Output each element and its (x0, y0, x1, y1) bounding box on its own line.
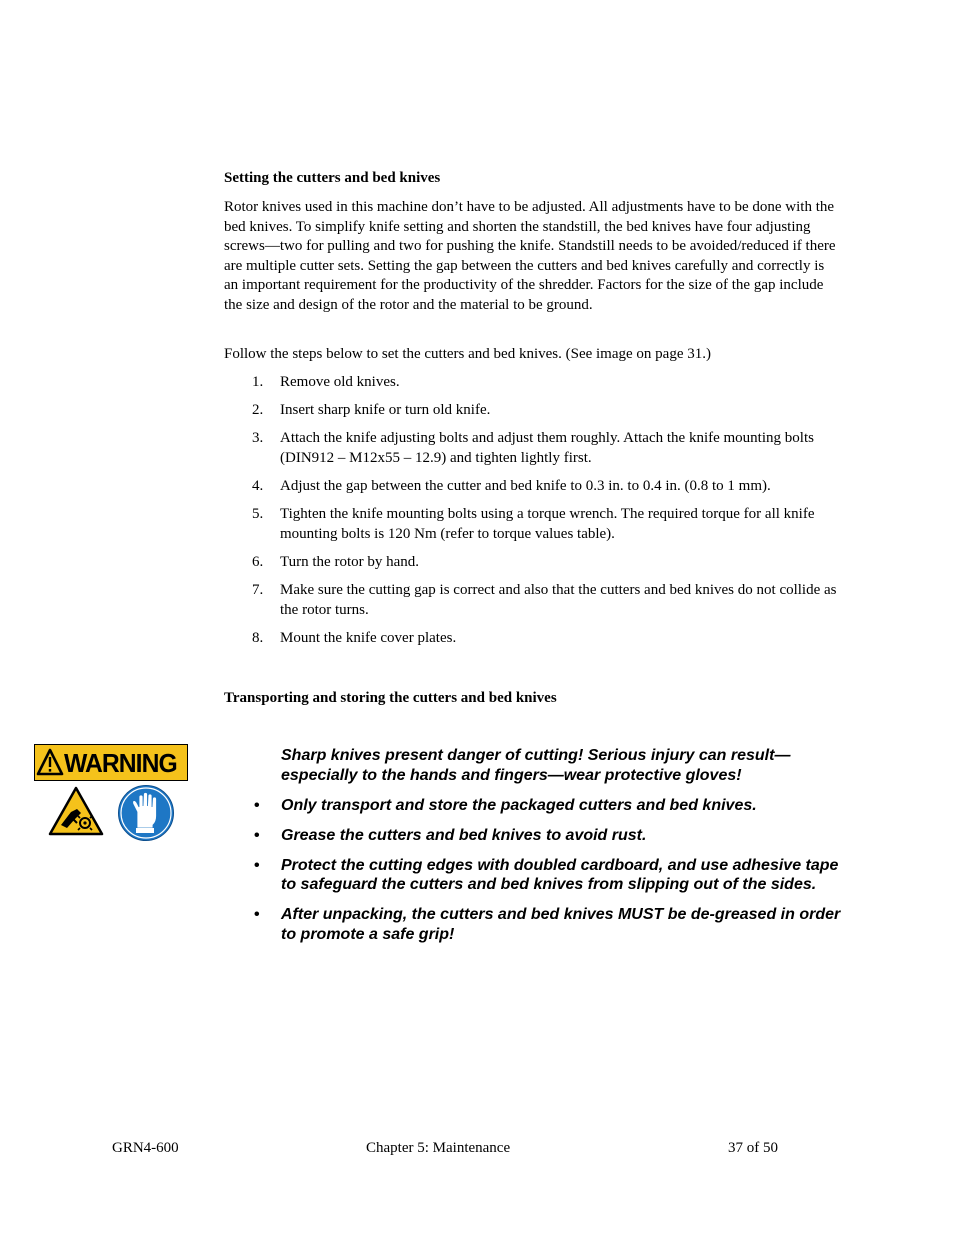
warning-bullet-text: After unpacking, the cutters and bed knives MUST be de-greased in order to promote a safe grip! (281, 906, 841, 943)
step-item (224, 553, 844, 573)
step-item (224, 373, 844, 393)
warning-label (34, 744, 188, 781)
protective-gloves-icon (117, 784, 175, 842)
warning-bullet-text: Protect the cutting edges with doubled cardboard, and use adhesive tape to safeguard the cutters and bed knives from slipping out of the sides. (281, 856, 839, 894)
step-text: Adjust the gap between the cutter and bed knife to 0.3 in. to 0.4 in. (0.8 to 1 mm). (280, 478, 771, 495)
step-text: Turn the rotor by hand. (280, 554, 420, 571)
step-item (224, 629, 844, 649)
step-text: Tighten the knife mounting bolts using a torque wrench. The required torque for all knife mounting bolts is 120 Nm (refer to torque values table). (280, 506, 815, 542)
warning-bullet-item (254, 826, 851, 846)
step-item (224, 505, 844, 544)
cutting-hazard-icon (47, 785, 105, 837)
warning-bullet-item (254, 856, 851, 895)
step-number: 5. (252, 506, 264, 523)
step-number: 4. (252, 478, 264, 495)
step-text: Make sure the cutting gap is correct and also that the cutters and bed knives do not collide as the rotor turns. (280, 582, 837, 618)
bullet-symbol: • (254, 826, 260, 844)
step-number: 7. (252, 582, 264, 599)
section-heading-transporting: Transporting and storing the cutters and bed knives (224, 690, 557, 706)
warning-bullet-text: Grease the cutters and bed knives to avoid rust. (281, 826, 647, 844)
step-item (224, 429, 844, 468)
bullet-symbol: • (254, 906, 260, 924)
step-text: Attach the knife adjusting bolts and adjust them roughly. Attach the knife mounting bolts (DIN912 – M12x55 – 12.9) and tighten lightly first. (280, 430, 814, 466)
footer-document-id: GRN4-600 (112, 1140, 179, 1156)
steps-intro: Follow the steps below to set the cutters and bed knives. (See image on page 31.) (224, 346, 711, 362)
bullet-symbol: • (254, 796, 260, 814)
step-number: 3. (252, 430, 264, 447)
footer-page-number: 37 of 50 (728, 1140, 778, 1156)
warning-lead: Sharp knives present danger of cutting! Serious injury can result—especially to the hands and fingers—wear protective gloves! (281, 747, 791, 784)
step-number: 8. (252, 630, 264, 647)
footer-chapter: Chapter 5: Maintenance (366, 1140, 511, 1156)
step-text: Insert sharp knife or turn old knife. (280, 402, 491, 419)
warning-bullet-item (254, 905, 851, 944)
warning-bullet-text: Only transport and store the packaged cutters and bed knives. (281, 796, 757, 814)
step-number: 1. (252, 374, 264, 390)
warning-block (254, 746, 851, 955)
warning-bullet-item (254, 796, 851, 816)
step-item (224, 581, 844, 620)
step-text: Remove old knives. (280, 374, 400, 390)
warning-bullets (254, 796, 851, 945)
intro-paragraph: Rotor knives used in this machine don’t have to be adjusted. All adjustments have to be done with the bed knives. To simplify knife setting and shorten the standstill, the bed knives have four adjusting screws—two for pulling and two for pushing the knife. Standstill needs to be avoided/reduced if there are multiple cutter sets. Setting the gap between the cutters and bed knives carefully and correctly is an important requirement for the productivity of the shredder. Factors for the size of the gap include the size and design of the rotor and the material to be ground. (224, 199, 836, 313)
step-number: 2. (252, 402, 264, 419)
steps-list (224, 373, 844, 657)
warning-label-text: WARNING (64, 748, 177, 778)
bullet-symbol: • (254, 856, 260, 874)
step-text: Mount the knife cover plates. (280, 630, 457, 647)
section-heading-setting-knives: Setting the cutters and bed knives (224, 170, 441, 186)
step-item (224, 401, 844, 421)
step-number: 6. (252, 554, 264, 571)
step-item (224, 477, 844, 497)
